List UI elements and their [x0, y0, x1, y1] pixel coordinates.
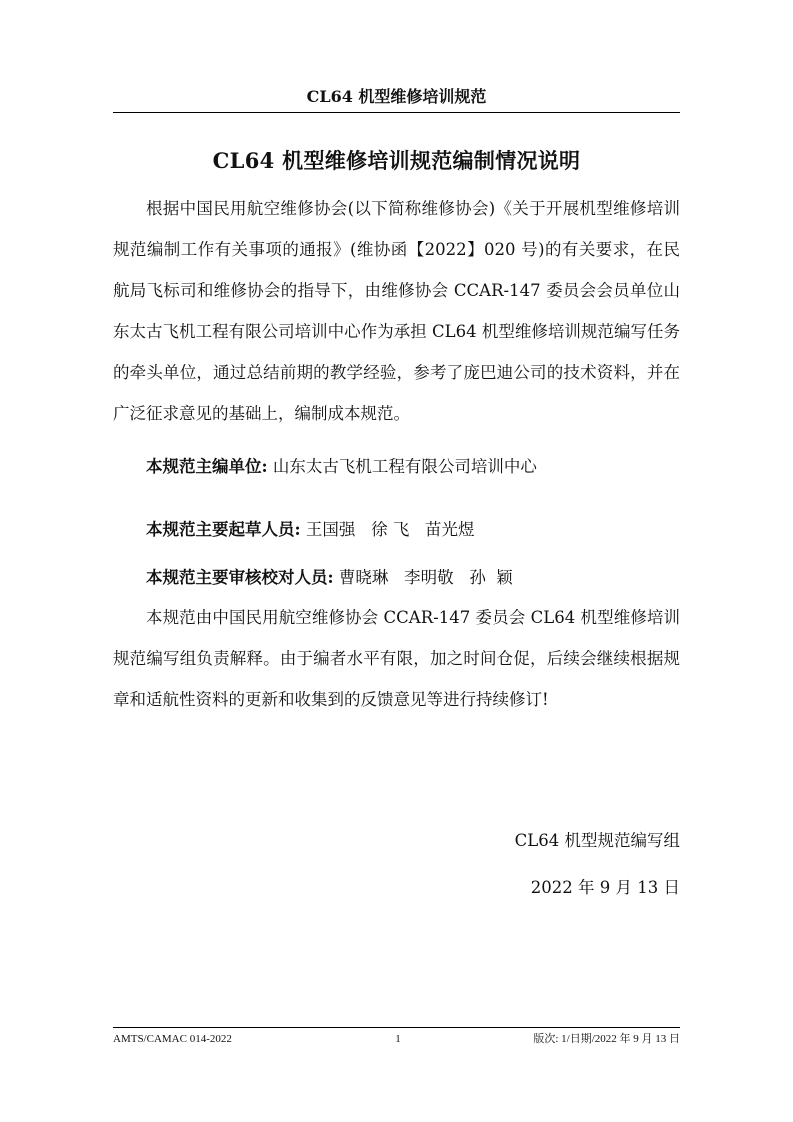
drafters-line [146, 515, 680, 545]
header-divider [113, 112, 680, 113]
drafters-value: 王国强 徐 飞 苗光煜 [305, 520, 475, 539]
reviewers-line [146, 563, 680, 593]
document-title: CL64 机型维修培训规范编制情况说明 [212, 148, 581, 173]
footer-divider [113, 1027, 680, 1028]
signature-date: 2022 年 9 月 13 日 [530, 878, 680, 897]
editor-value: 山东太古飞机工程有限公司培训中心 [272, 457, 537, 476]
footer-doc-code: AMTS/CAMAC 014-2022 [113, 1033, 232, 1045]
editor-label: 本规范主编单位: [146, 457, 268, 476]
running-header: CL64 机型维修培训规范 [306, 87, 487, 106]
footer-page-number: 1 [395, 1033, 401, 1045]
closing-paragraph: 本规范由中国民用航空维修协会 CCAR-147 委员会 CL64 机型维修培训规范编写组负责解释。由于编者水平有限，加之时间仓促，后续会继续根据规章和适航性资料的更新和收集到的反馈意见等进行持续修订! [113, 608, 680, 709]
editor-line [146, 452, 680, 482]
drafters-label: 本规范主要起草人员: [146, 520, 301, 539]
reviewers-value: 曹晓琳 李明敬 孙 颖 [338, 568, 513, 587]
reviewers-label: 本规范主要审核校对人员: [146, 568, 334, 587]
footer-version: 版次: 1/日期/2022 年 9 月 13 日 [533, 1033, 680, 1045]
intro-paragraph: 根据中国民用航空维修协会(以下简称维修协会)《关于开展机型维修培训规范编制工作有关事项的通报》(维协函【2022】020 号)的有关要求，在民航局飞标司和维修协会的指导下，由维修协会 CCAR-147 委员会会员单位山东太古飞机工程有限公司培训中心作为承担 CL64 机型维修培训规范编写任务的牵头单位，通过总结前期的教学经验，参考了庞巴迪公司的技术资料，并在广泛征求意见的基础上，编制成本规范。 [113, 199, 680, 423]
signature-group: CL64 机型规范编写组 [514, 831, 680, 850]
